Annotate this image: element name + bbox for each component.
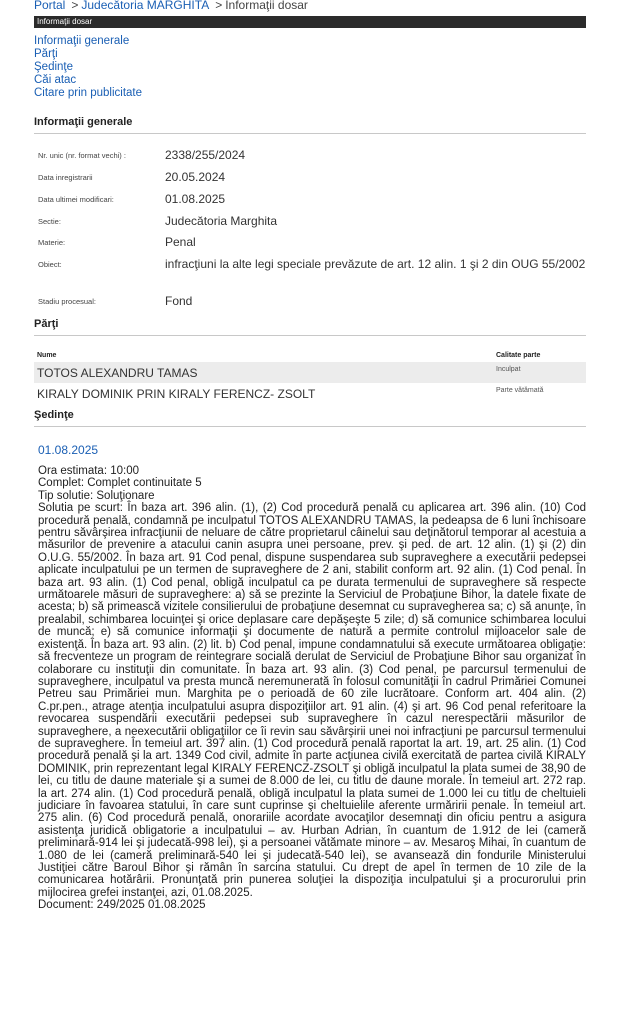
info-value: 20.05.2024 [165, 170, 226, 184]
info-row [34, 294, 586, 312]
hearing-solution-text: Solutia pe scurt: În baza art. 396 alin. (1), (2) Cod procedură penală cu aplicarea art. 396 alin. (10) Cod procedură penală, condamnă pe inculpatul TOTOS ALEXANDRU TAMAS, la pedeapsa de 6 luni închisoare pentru săvârşirea infracţiunii de neluare de către proprietarul câinelui sau deţinătorul temporar al acestuia a măsurilor de prevenire a atacului canin asupra unei persoane, prev. şi ped. de art. 12 alin. (1) şi (2) din O.U.G. 55/2002. În baza art. 91 Cod penal, dispune suspendarea sub supraveghere a executării pedepsei aplicate inculpatului pe un termen de supraveghere de 2 ani, stabilit conform art. 92 alin. (1) Cod penal. În baza art. 93 alin. (1) Cod penal, obligă inculpatul ca pe durata termenului de supraveghere să respecte următoarele măsuri de supraveghere: a) să se prezinte la Serviciul de Probaţiune Bihor, la datele fixate de acesta; b) să primească vizitele consilierului de probaţiune desemnat cu supravegherea sa; c) să anunţe, în prealabil, schimbarea locuinţei şi orice deplasare care depăşeşte 5 zile; d) să comunice schimbarea locului de muncă; e) să comunice informaţii şi documente de natură a permite controlul mijloacelor sale de existenţă. În baza art. 93 alin. (2) lit. b) Cod penal, impune condamnatului să execute următoarea obligaţie: să frecventeze un program de reintegrare socială derulat de Serviciul de Probaţiune Bihor sau organizat în colaborare cu instituţii din comunitate. În baza art. 93 alin. (3) Cod penal, pe parcursul termenului de supraveghere, inculpatul va presta muncă neremunerată în folosul comunităţii în cadrul Primăriei Comunei Petreu sau Primăriei mun. Marghita pe o perioadă de 60 zile lucrătoare. Conform art. 404 alin. (2) C.pr.pen., atrage atenţia inculpatului asupra dispoziţiilor art. 91 alin. (4) şi art. 96 Cod penal referitoare la revocarea suspendării executării pedepsei sub supraveghere în cazul nerespectării măsurilor de supraveghere, a neexecutării obligaţiilor ce îi revin sau săvârşirii unei noi infracţiuni pe parcursul termenului de supraveghere. În temeiul art. 397 alin. (1) Cod procedură penală raportat la art. 19, art. 25 alin. (1) Cod procedură penală şi la art. 1349 Cod civil, admite în parte acţiunea civilă exercitată de partea civilă KIRALY DOMINIK, prin reprezentant legal KIRALY FERENCZ-ZSOLT şi obligă inculpatul la plata sumei de 38,90 de lei, cu titlu de daune materiale şi a sumei de 8.000 de lei, cu titlu de daune morale. În temeiul art. 272 rap. la art. 274 alin. (1) Cod procedură penală, obligă inculpatul la plata sumei de 1.000 lei cu titlu de cheltuieli judiciare în favoarea statului, în care sunt cuprinse şi cheltuielile aferente urmăririi penale. În temeiul art. 275 alin. (6) Cod procedură penală, onorariile acordate avocaţilor desemnaţi din oficiu pentru a asigura asistenţa juridică obligatorie a inculpatului – av. Hurban Adrian, în cuantum de 1.912 de lei (cameră preliminară-914 lei şi judecată-998 lei), şi a persoanei vătămate minore – av. Mesaroş Mihai, în cuantum de 1.080 de lei (cameră preliminară-540 lei şi judecată-540 lei), se avansează din fondurile Ministerului Justiţiei către Baroul Bihor şi rămân în sarcina statului. Cu drept de apel în termen de 10 zile de la comunicarea hotărârii. Pronunţată prin punerea soluţiei la dispoziţia inculpatului şi a procurorului prin mijlocirea grefei instanţei, azi, 01.08.2025. [38, 502, 586, 899]
breadcrumb-court-link[interactable]: Judecătoria MARGHITA [81, 0, 210, 12]
nav-link-citare[interactable]: Citare prin publicitate [34, 87, 143, 99]
breadcrumb-separator: > [215, 0, 223, 12]
info-row [34, 148, 586, 170]
breadcrumb-portal-link[interactable]: Portal [34, 0, 66, 12]
info-value: Judecătoria Marghita [165, 214, 278, 228]
page-nav [34, 35, 586, 100]
party-name: KIRALY DOMINIK PRIN KIRALY FERENCZ- ZSOLT [37, 386, 316, 401]
info-row [34, 170, 586, 192]
party-role: Inculpat [496, 366, 521, 373]
nav-link-informatii-generale[interactable]: Informaţii generale [34, 35, 130, 47]
info-row [34, 235, 586, 257]
info-row [34, 257, 586, 294]
hearing-details [38, 465, 586, 912]
nav-link-cai-atac[interactable]: Căi atac [34, 74, 77, 86]
hearing-time: Ora estimata: 10:00 [38, 465, 139, 477]
info-value: 01.08.2025 [165, 192, 226, 206]
table-row [34, 362, 586, 383]
breadcrumb-separator: > [71, 0, 79, 12]
hearing-document: Document: 249/2025 01.08.2025 [38, 899, 206, 912]
hearing-solution-type: Tip solutie: Soluţionare [38, 489, 155, 502]
section-title-general: Informaţii generale [34, 116, 586, 134]
info-value: Penal [165, 235, 196, 249]
nav-link-sedinte[interactable]: Şedinţe [34, 61, 74, 73]
info-label: Data inregistrarii [38, 173, 93, 182]
nav-link-parti[interactable]: Părţi [34, 48, 58, 60]
info-label: Materie: [38, 238, 66, 247]
section-title-sedinte: Şedinţe [34, 409, 586, 427]
info-label: Stadiu procesual: [38, 297, 96, 306]
info-label: Data ultimei modificari: [38, 195, 114, 204]
table-row [34, 383, 586, 404]
hearing-panel: Complet: Complet continuitate 5 [38, 477, 202, 490]
column-header-name: Nume [37, 352, 57, 359]
hearing-date: 01.08.2025 [38, 443, 99, 457]
parti-table-header [34, 350, 586, 362]
party-name: TOTOS ALEXANDRU TAMAS [37, 365, 198, 380]
info-value: infracţiuni la alte legi speciale prevăzute de art. 12 alin. 1 şi 2 din OUG 55/2002 [165, 257, 586, 271]
breadcrumb [34, 0, 586, 14]
column-header-role: Calitate parte [496, 352, 541, 359]
info-label: Sectie: [38, 217, 61, 226]
info-label: Obiect: [38, 260, 62, 269]
info-value: 2338/255/2024 [165, 148, 246, 162]
info-row [34, 214, 586, 235]
info-row [34, 192, 586, 214]
info-table [34, 148, 586, 312]
section-header-bar: Informaţii dosar [34, 16, 586, 28]
page [34, 0, 586, 912]
info-label: Nr. unic (nr. format vechi) : [38, 151, 126, 160]
party-role: Parte vătămată [496, 387, 544, 394]
section-title-parti: Părţi [34, 318, 586, 336]
breadcrumb-current: Informaţii dosar [225, 0, 308, 12]
info-value: Fond [165, 294, 193, 308]
